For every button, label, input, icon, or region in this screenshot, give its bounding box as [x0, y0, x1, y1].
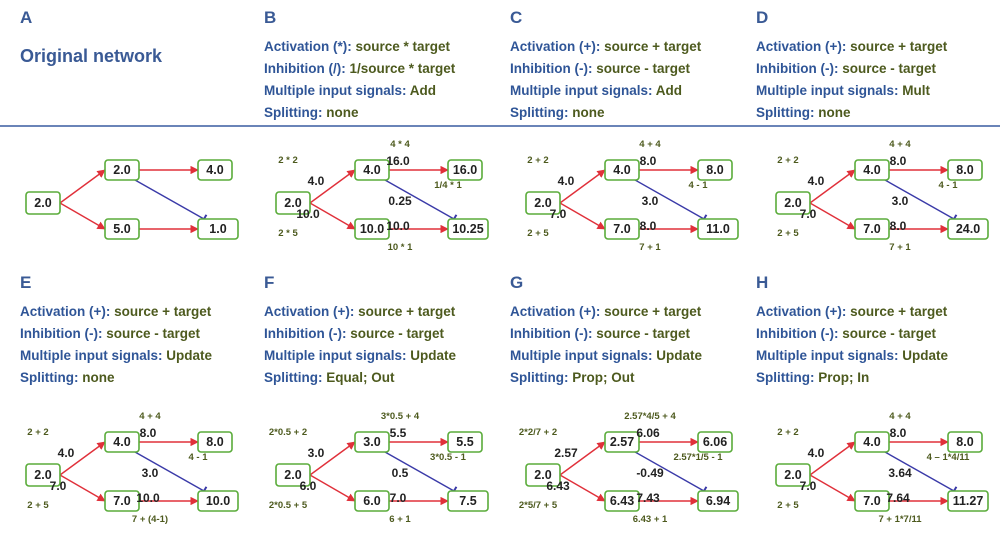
edge-weight-label: 7.0 — [49, 479, 67, 493]
node-value: 2.0 — [534, 468, 552, 482]
edge-weight-label: 3.0 — [307, 446, 325, 460]
network-diagram-h — [750, 405, 1000, 540]
edge-weight-label: 8.0 — [639, 219, 657, 233]
node-value: 4.0 — [206, 163, 224, 177]
rule-splitting: Splitting: Prop; Out — [510, 370, 635, 385]
node-value: 3.0 — [363, 435, 381, 449]
formula-annotation: 2 + 5 — [777, 228, 799, 239]
node-value: 6.43 — [609, 494, 635, 508]
node-value: 2.0 — [34, 468, 52, 482]
formula-annotation: 7 + 1 — [889, 242, 911, 253]
edge-source-to-lower — [310, 475, 355, 501]
formula-annotation: 4 + 4 — [639, 139, 661, 150]
edge-weight-label: 4.0 — [807, 174, 825, 188]
network-diagram-c — [500, 133, 750, 268]
formula-annotation: 6 + 1 — [389, 514, 411, 525]
network-diagram-g — [500, 405, 750, 540]
upper-right-node — [448, 160, 482, 180]
target-node — [948, 491, 988, 511]
formula-annotation: 2 * 5 — [278, 228, 298, 239]
upper-middle-node — [105, 432, 139, 452]
node-value: 2.0 — [784, 468, 802, 482]
edge-source-to-lower — [560, 203, 605, 229]
upper-middle-node — [605, 432, 639, 452]
network-diagram-b — [250, 133, 500, 268]
upper-middle-node — [855, 160, 889, 180]
node-value: 5.5 — [456, 435, 474, 449]
formula-annotation: 2 + 5 — [27, 500, 49, 511]
rule-activation: Activation (+): source + target — [756, 304, 948, 319]
formula-annotation: 1/4 * 1 — [434, 180, 462, 191]
formula-annotation: 2.57*1/5 - 1 — [673, 452, 723, 463]
panel-d-header — [756, 8, 1000, 118]
node-value: 2.0 — [784, 196, 802, 210]
lower-middle-node — [605, 219, 639, 239]
node-value: 5.0 — [113, 222, 131, 236]
panel-a-header — [20, 8, 270, 118]
edge-weight-label: 10.0 — [386, 219, 410, 233]
formula-annotation: 4 - 1 — [188, 452, 208, 463]
edge-weight-label: 3.64 — [888, 466, 912, 480]
target-node — [448, 491, 488, 511]
edge-weight-label: 7.43 — [636, 491, 660, 505]
node-value: 24.0 — [955, 222, 981, 236]
node-value: 8.0 — [706, 163, 724, 177]
formula-annotation: 2 + 5 — [527, 228, 549, 239]
upper-right-node — [948, 432, 982, 452]
lower-middle-node — [855, 219, 889, 239]
rule-list — [20, 301, 212, 389]
rule-activation: Activation (+): source + target — [510, 39, 702, 54]
divider-line — [0, 125, 1000, 127]
edge-weight-label: 4.0 — [57, 446, 75, 460]
upper-right-node — [948, 160, 982, 180]
formula-annotation: 3*0.5 + 4 — [380, 411, 420, 422]
edge-weight-label: 8.0 — [639, 154, 657, 168]
edge-inhibition-to-target — [135, 180, 204, 219]
upper-right-node — [698, 432, 732, 452]
source-node — [26, 192, 60, 214]
target-node — [698, 219, 738, 239]
node-value: 1.0 — [209, 222, 227, 236]
formula-annotation: 4 + 4 — [889, 139, 911, 150]
rule-multiple-input: Multiple input signals: Mult — [756, 83, 930, 98]
target-node — [698, 491, 738, 511]
node-value: 2.0 — [284, 196, 302, 210]
rule-activation: Activation (+): source + target — [264, 304, 456, 319]
rule-splitting: Splitting: none — [264, 105, 359, 120]
edge-weight-label: 8.0 — [889, 219, 907, 233]
node-value: 7.5 — [459, 494, 477, 508]
formula-annotation: 2.57*4/5 + 4 — [624, 411, 676, 422]
rule-inhibition: Inhibition (-): source - target — [264, 326, 444, 341]
node-value: 7.0 — [863, 222, 881, 236]
rule-list — [264, 301, 456, 389]
formula-annotation: 4 * 4 — [390, 139, 410, 150]
upper-right-node — [198, 432, 232, 452]
formula-annotation: 4 + 4 — [139, 411, 161, 422]
node-value: 8.0 — [206, 435, 224, 449]
target-node — [948, 219, 988, 239]
edge-weight-label: 0.5 — [391, 466, 409, 480]
panel-letter: C — [510, 8, 523, 27]
rule-multiple-input: Multiple input signals: Update — [20, 348, 213, 363]
panel-f-header — [264, 273, 514, 383]
edge-weight-label: 6.43 — [546, 479, 570, 493]
rule-inhibition: Inhibition (-): source - target — [510, 61, 690, 76]
upper-middle-node — [855, 432, 889, 452]
rule-inhibition: Inhibition (-): source - target — [756, 61, 936, 76]
rule-inhibition: Inhibition (/): 1/source * target — [264, 61, 456, 76]
lower-middle-node — [105, 491, 139, 511]
edge-weight-label: 7.0 — [549, 207, 567, 221]
edge-weight-label: 0.25 — [388, 194, 412, 208]
rule-multiple-input: Multiple input signals: Add — [510, 83, 682, 98]
edge-weight-label: 3.0 — [891, 194, 909, 208]
rule-activation: Activation (*): source * target — [264, 39, 451, 54]
node-value: 4.0 — [863, 163, 881, 177]
formula-annotation: 2*0.5 + 5 — [268, 500, 308, 511]
edge-weight-label: 16.0 — [386, 154, 410, 168]
edge-source-to-lower — [810, 203, 855, 229]
edge-weight-label: 6.0 — [299, 479, 317, 493]
node-value: 2.0 — [113, 163, 131, 177]
formula-annotation: 2 * 2 — [278, 155, 298, 166]
panel-letter: A — [20, 8, 33, 27]
panel-e-header — [20, 273, 270, 383]
edge-source-to-lower — [810, 475, 855, 501]
upper-middle-node — [355, 160, 389, 180]
node-value: 10.0 — [205, 494, 231, 508]
panel-g-header — [510, 273, 760, 383]
edge-weight-label: 8.0 — [889, 426, 907, 440]
node-value: 6.06 — [702, 435, 728, 449]
formula-annotation: 4 – 1*4/11 — [926, 452, 970, 463]
edge-weight-label: 7.0 — [799, 207, 817, 221]
lower-middle-node — [105, 219, 139, 239]
node-value: 6.0 — [363, 494, 381, 508]
formula-annotation: 3*0.5 - 1 — [430, 452, 466, 463]
panel-letter: G — [510, 273, 524, 292]
rule-multiple-input: Multiple input signals: Add — [264, 83, 436, 98]
upper-right-node — [448, 432, 482, 452]
rule-splitting: Splitting: Equal; Out — [264, 370, 395, 385]
upper-middle-node — [605, 160, 639, 180]
formula-annotation: 2 + 2 — [777, 427, 799, 438]
panel-c-header — [510, 8, 760, 118]
node-value: 11.0 — [706, 222, 730, 236]
edge-weight-label: 3.0 — [641, 194, 659, 208]
panel-letter: H — [756, 273, 769, 292]
node-value: 7.0 — [863, 494, 881, 508]
formula-annotation: 7 + 1 — [639, 242, 661, 253]
edge-weight-label: 4.0 — [557, 174, 575, 188]
panel-b-header — [264, 8, 514, 118]
rule-list — [510, 301, 702, 389]
rule-multiple-input: Multiple input signals: Update — [264, 348, 457, 363]
node-value: 4.0 — [113, 435, 131, 449]
lower-middle-node — [855, 491, 889, 511]
node-value: 2.57 — [609, 435, 635, 449]
formula-annotation: 7 + (4-1) — [131, 514, 169, 525]
edge-weight-label: 7.64 — [886, 491, 910, 505]
rule-list — [264, 36, 455, 124]
panel-letter: E — [20, 273, 32, 292]
formula-annotation: 6.43 + 1 — [632, 514, 668, 525]
node-value: 2.0 — [34, 196, 52, 210]
edge-source-to-lower — [60, 475, 105, 501]
formula-annotation: 2*2/7 + 2 — [518, 427, 558, 438]
rule-list — [756, 301, 948, 389]
edge-weight-label: 5.5 — [389, 426, 407, 440]
panel-h-header — [756, 273, 1000, 383]
edge-weight-label: 2.57 — [554, 446, 578, 460]
formula-annotation: 2*5/7 + 5 — [518, 500, 558, 511]
rule-inhibition: Inhibition (-): source - target — [510, 326, 690, 341]
edge-weight-label: 4.0 — [307, 174, 325, 188]
rule-activation: Activation (+): source + target — [20, 304, 212, 319]
panel-title: Original network — [20, 46, 163, 66]
rule-activation: Activation (+): source + target — [510, 304, 702, 319]
rule-multiple-input: Multiple input signals: Update — [510, 348, 703, 363]
lower-middle-node — [355, 219, 389, 239]
rule-splitting: Splitting: none — [756, 105, 851, 120]
rule-multiple-input: Multiple input signals: Update — [756, 348, 949, 363]
formula-annotation: 4 - 1 — [688, 180, 708, 191]
edge-weight-label: 4.0 — [807, 446, 825, 460]
node-value: 7.0 — [113, 494, 131, 508]
upper-right-node — [198, 160, 232, 180]
target-node — [198, 491, 238, 511]
upper-right-node — [698, 160, 732, 180]
node-value: 2.0 — [534, 196, 552, 210]
node-value: 8.0 — [956, 435, 974, 449]
node-value: 7.0 — [613, 222, 631, 236]
rule-splitting: Splitting: Prop; In — [756, 370, 870, 385]
formula-annotation: 2*0.5 + 2 — [268, 427, 308, 438]
formula-annotation: 10 * 1 — [387, 242, 413, 253]
lower-middle-node — [355, 491, 389, 511]
formula-annotation: 2 + 5 — [777, 500, 799, 511]
edge-weight-label: 6.06 — [636, 426, 660, 440]
edge-source-to-upper — [60, 170, 105, 203]
node-value: 6.94 — [705, 494, 731, 508]
edge-weight-label: 7.0 — [799, 479, 817, 493]
rule-activation: Activation (+): source + target — [756, 39, 948, 54]
rule-inhibition: Inhibition (-): source - target — [20, 326, 200, 341]
network-diagram-d — [750, 133, 1000, 268]
panel-letter: D — [756, 8, 769, 27]
node-value: 11.27 — [952, 494, 984, 508]
edge-weight-label: 7.0 — [389, 491, 407, 505]
rule-splitting: Splitting: none — [20, 370, 115, 385]
node-value: 8.0 — [956, 163, 974, 177]
network-diagram-f — [250, 405, 500, 540]
node-value: 10.25 — [452, 222, 484, 236]
rule-inhibition: Inhibition (-): source - target — [756, 326, 936, 341]
edge-weight-label: 10.0 — [136, 491, 160, 505]
formula-annotation: 2 + 2 — [27, 427, 49, 438]
formula-annotation: 7 + 1*7/11 — [878, 514, 922, 525]
node-value: 2.0 — [284, 468, 302, 482]
node-value: 4.0 — [863, 435, 881, 449]
rule-list — [756, 36, 947, 124]
formula-annotation: 4 + 4 — [889, 411, 911, 422]
network-diagram-e — [0, 405, 250, 540]
panel-letter: B — [264, 8, 277, 27]
node-value: 16.0 — [452, 163, 478, 177]
edge-weight-label: 10.0 — [296, 207, 320, 221]
node-value: 10.0 — [359, 222, 385, 236]
node-value: 4.0 — [613, 163, 631, 177]
rule-splitting: Splitting: none — [510, 105, 605, 120]
upper-middle-node — [105, 160, 139, 180]
target-node — [448, 219, 488, 239]
formula-annotation: 2 + 2 — [527, 155, 549, 166]
network-diagram-a — [0, 133, 250, 268]
edge-weight-label: 3.0 — [141, 466, 159, 480]
formula-annotation: 2 + 2 — [777, 155, 799, 166]
formula-annotation: 4 - 1 — [938, 180, 958, 191]
lower-middle-node — [605, 491, 639, 511]
edge-weight-label: -0.49 — [636, 466, 664, 480]
edge-source-to-lower — [60, 203, 105, 229]
target-node — [198, 219, 238, 239]
rule-list — [510, 36, 701, 124]
panel-letter: F — [264, 273, 275, 292]
edge-weight-label: 8.0 — [139, 426, 157, 440]
node-value: 4.0 — [363, 163, 381, 177]
upper-middle-node — [355, 432, 389, 452]
edge-weight-label: 8.0 — [889, 154, 907, 168]
